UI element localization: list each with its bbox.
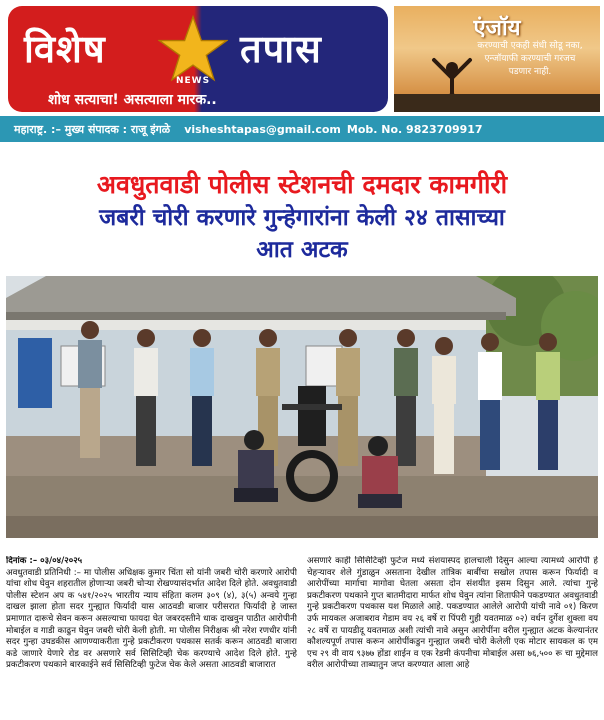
article-paragraph: अवधुतवाडी प्रतिनिधी :– मा पोलीस अधिक्षक कुमार चिंता सो यांनी जबरी चोरी करणारे आरोपी यांचा शोध घेवुन शहरातील होणाऱ्या जबरी चोऱ्या रोखण्यासंदर्भात आदेश दिले होते. अवधुतवाडी पोलीस स्टेशन अप क ५४१/२०२५ भारतीय न्याय संहिता कलम ३०९ (४), ३(५) अन्वये गुन्हा दाखल झाला होता सदर गुन्ह्यात फिर्यादी यास आठवडी बाजार परीसरात फिर्यादी हे जास्त प्रमाणात दारूचे सेवन करून असल्याचा फायदा घेत जबरदस्तीने धाक दाखवुन पाठीत आरोपीनी मोबाईल व गाडी काढुन घेवुन जबरी चोरी केली होती. मा पोलीस निरीक्षक श्री नरेश रणधीर यांनी सदर गुन्हा उघडकीस आणण्याकरीता गुन्हे प्रकटीकरण पथकास सतर्क करून आठवडी बाजारा कडे जाणारे येणारे रोड वर असणारे सर्व सिसिटिव्ही चेक करण्याचे आदेश दिले होते. गुन्हे प्रकटीकरण पथकाने बारकाईने सर्व सिसिटिव्ही फुटेज चेक केले असता आठवडी बाजारात <box>6 567 297 671</box>
article-body <box>6 556 598 718</box>
ad-title: एंजॉय <box>473 16 521 41</box>
headline-line-2: जबरी चोरी करणारे गुन्हेगारांना केली २४ तासाच्या <box>99 205 505 231</box>
article-column-1 <box>6 556 297 718</box>
logo-news-badge: NEWS <box>176 76 211 86</box>
mobile-number[interactable]: Mob. No. 9823709917 <box>346 122 483 136</box>
masthead <box>0 0 604 118</box>
ad-text <box>464 40 596 79</box>
logo-word-left: विशेष <box>24 27 106 71</box>
article-paragraph: असणारे काही सिसिटिव्ही फुटेज मध्ये संशयास्पद हालचाली दिसुन आल्या त्यामध्ये आरोपी हे चेहऱ्यावर शेले गुंडाळुन असताना देखील तांत्रिक बाबींचा सखोल तपास करून फिर्यादी व आरोपींच्या मार्गाचा मागोवा घेतला असता दोन संशयीत इसम दिसुन आले. त्यांचा गुन्हे प्रकटीकरण पथकाने गुप्त बातमीदारा मार्फत शोध घेवुन त्यांना शिताफीने पकडण्यात अवधुतवाडी गुन्हे प्रकटीकरण पथकास यश मिळाले आहे. पकडण्यात आलेले आरोपी यांची नावे ०१) किरण उर्फ मायकल अजाबराव गेडाम वय २६ वर्षे रा पिंपरी गुही यवतमाळ ०२) वर्धन दुर्गेश शुक्ला वय २८ वर्षे रा पायडीदू यवतमाळ अशी त्यांची नावे असुन आरोपींना वरील गुन्ह्यात अटक केल्यानंतर कौशल्यपूर्ण तपास करून आरोपींकडुन गुन्ह्यात जबरी चोरी केलेली एक मोटार सायकल क एम एच २९ वी वाय ९३७७ होंडा शाईन व एक रेडमी कंपनीचा मोबाईल असा ७६,५०० रू चा मुद्देमाल वरील आरोपीच्या ताब्यातुन जप्त करण्यात आला आहे <box>307 556 598 671</box>
ad-line: करण्याची एकही संधी सोडू नका, <box>477 41 583 51</box>
headline-line-3: आत अटक <box>256 237 348 263</box>
ad-ground <box>394 94 600 112</box>
editor-credit: महाराष्ट्र. :– मुख्य संपादक : राजू इंगळे <box>14 122 171 136</box>
star-icon <box>158 14 228 84</box>
logo-tagline: शोध सत्याचा! असत्याला मारक.. <box>48 92 217 108</box>
article-headline <box>0 168 604 266</box>
article-column-2 <box>307 556 598 718</box>
advertisement-banner[interactable] <box>394 6 600 112</box>
headline-line-1: अवधुतवाडी पोलीस स्टेशनची दमदार कामगीरी <box>96 170 508 199</box>
ad-line: पडणार नाही. <box>508 67 552 77</box>
news-photo[interactable] <box>6 276 598 538</box>
article-dateline: दिनांक :– ०३/०४/२०२५ <box>6 556 83 566</box>
email-link[interactable]: visheshtapas@gmail.com <box>184 122 341 136</box>
contact-strip <box>0 116 604 142</box>
ad-line: एन्जॉयाफी करण्याची गरजच <box>484 54 576 64</box>
logo-word-right: तपास <box>240 27 322 71</box>
newspaper-logo[interactable] <box>8 6 388 112</box>
